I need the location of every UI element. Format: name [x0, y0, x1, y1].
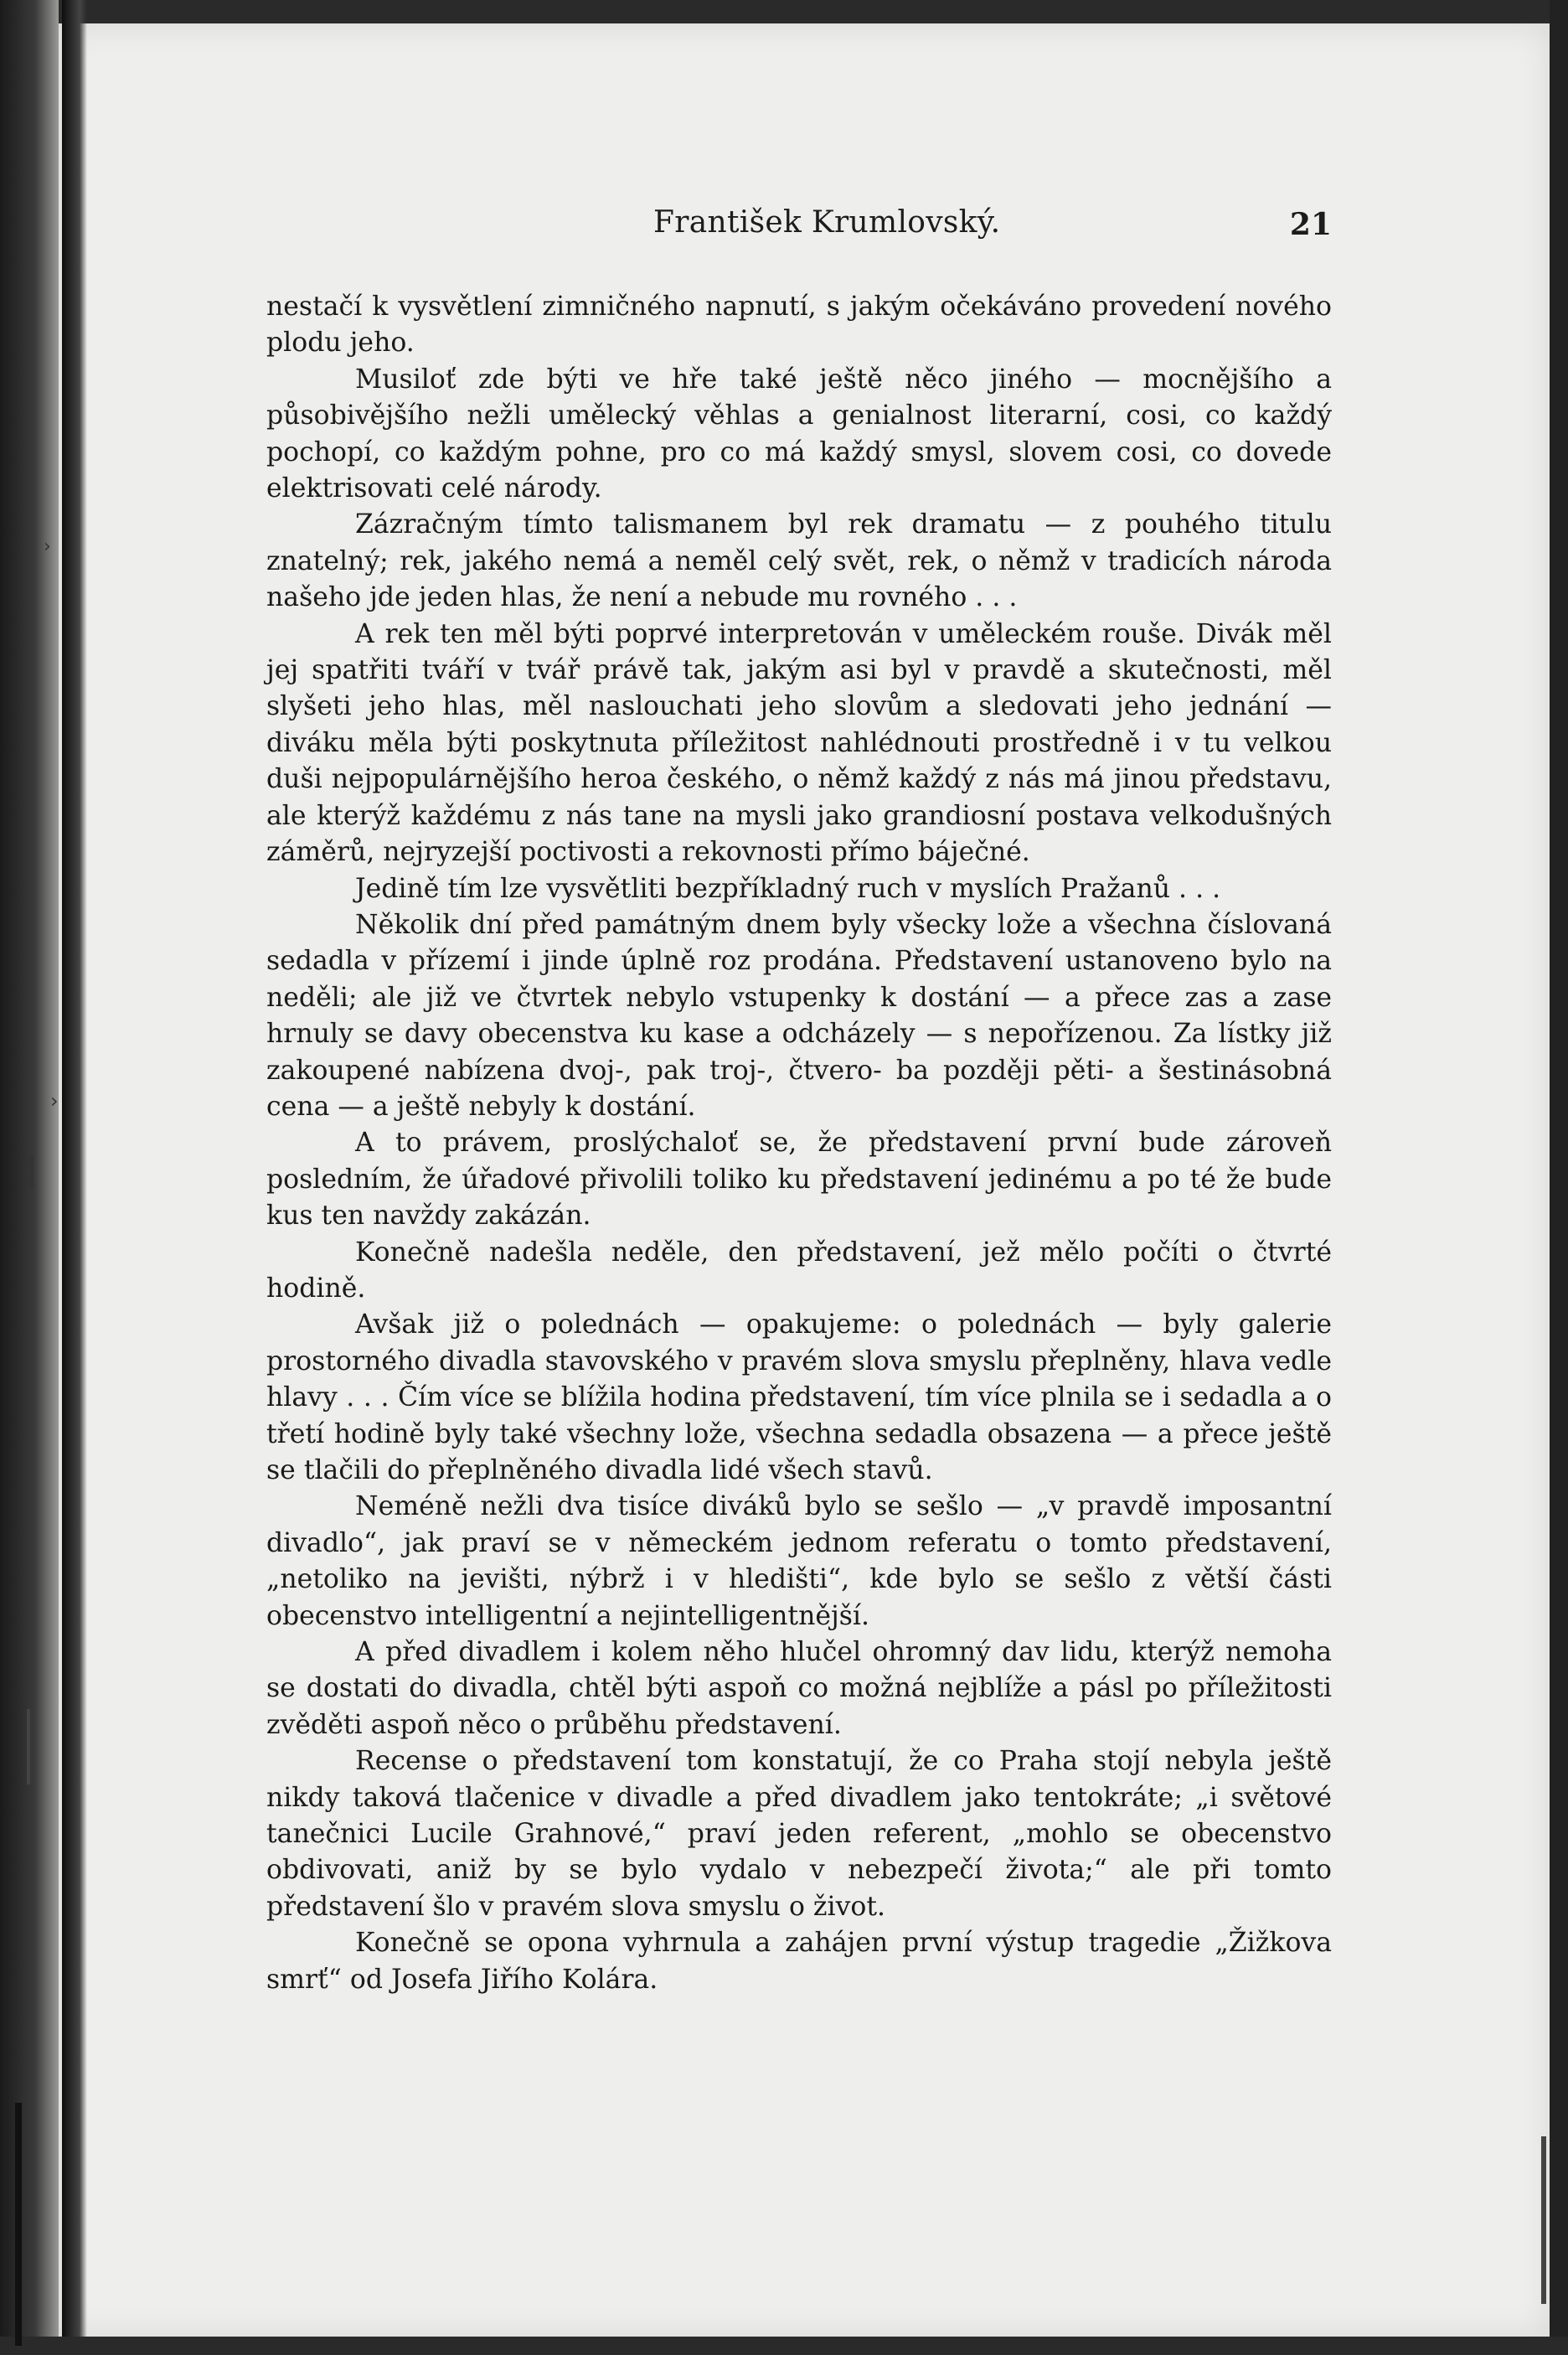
paragraph: Několik dní před památným dnem byly všecky lože a všechna číslovaná sedadla v přízemí i jinde úplně roz prodána. Představení ustanoveno bylo na neděli; ale již ve čtvrtek nebylo vstupenky k dostání — a přece zas a zase hrnuly se davy obecenstva ku kase a odcházely — s nepořízenou. Za lístky již zakoupené nabízena dvoj-, pak troj-, čtvero- ba později pěti- a šestinásobná cena — a ještě nebyly k dostání. — [266, 909, 1332, 1122]
margin-speck — [28, 1156, 34, 1190]
margin-speck: › — [50, 1089, 59, 1113]
paragraph: A před divadlem i kolem něho hlučel ohromný dav lidu, kterýž nemoha se dostati do divadla, chtěl býti aspoň co možná nejblíže a pásl po příležitosti zvěděti aspoň něco o průběhu představení. — [266, 1637, 1332, 1740]
margin-speck — [1541, 2136, 1546, 2304]
paragraph: Konečně nadešla neděle, den představení, jež mělo počíti o čtvrté hodině. — [266, 1237, 1332, 1304]
book-gutter — [62, 0, 87, 2355]
running-header — [268, 205, 1332, 256]
margin-speck: › — [44, 536, 51, 557]
paragraph: nestačí k vysvětlení zimničného napnutí, s jakým očekáváno provedení nového plodu jeho. — [266, 292, 1332, 359]
paragraph: Musiloť zde býti ve hře také ještě něco jiného — mocnějšího a působivějšího nežli umělecký věhlas a genialnost literarní, cosi, co každý pochopí, co každým pohne, pro co má každý smysl, slovem cosi, co dovede elektrisovati celé národy. — [266, 364, 1332, 504]
paragraph: Recense o představení tom konstatují, že co Praha stojí nebyla ještě nikdy taková tlačenice v divadle a před divadlem jako tentokráte; „i světové tanečnici Lucile Grahnové,“ praví jeden referent, „mohlo se obecenstvo obdivovati, aniž by se bylo vydalo v nebezpečí života;“ ale při tomto představení šlo v pravém slova smyslu o život. — [266, 1746, 1332, 1922]
paragraph: Konečně se opona vyhrnula a zahájen první výstup tragedie „Žižkova smrť“ od Josefa Jiřího Kolára. — [266, 1928, 1332, 1995]
margin-speck — [15, 2103, 22, 2346]
body-text — [266, 289, 1332, 1998]
paragraph: Jedině tím lze vysvětliti bezpříkladný ruch v myslích Pražanů . . . — [355, 873, 1221, 904]
page-number: 21 — [1289, 207, 1332, 242]
paragraph: Neméně nežli dva tisíce diváků bylo se sešlo — „v pravdě imposantní divadlo“, jak praví se v německém jednom referatu o tomto představení, „netoliko na jevišti, nýbrž i v hledišti“, kde bylo se sešlo z větší části obecenstvo intelligentní a nejintelligentnější. — [266, 1491, 1332, 1631]
running-header-author: František Krumlovský. — [653, 205, 1001, 240]
paragraph: A rek ten měl býti poprvé interpretován v uměleckém rouše. Divák měl jej spatřiti tváří v tvář právě tak, jakým asi byl v pravdě a skutečnosti, měl slyšeti jeho hlas, měl naslouchati jeho slovům a sledovati jeho jednání — diváku měla býti poskytnuta příležitost nahlédnouti prostředně i v tu velkou duši nejpopulárnějšího heroa českého, o němž každý z nás má jinou představu, ale kterýž každému z nás tane na mysli jako grandiosní postava velkodušných záměrů, nejryzejší poctivosti a rekovnosti přímo báječné. — [266, 618, 1332, 868]
paragraph: Zázračným tímto talismanem byl rek dramatu — z pouhého titulu znatelný; rek, jakého nemá a neměl celý svět, rek, o němž v tradicích národa našeho jde jeden hlas, že není a nebude mu rovného . . . — [266, 509, 1332, 613]
scan-top-edge — [0, 0, 1568, 25]
margin-speck — [27, 1709, 30, 1784]
paragraph: A to právem, proslýchaloť se, že představení první bude zároveň posledním, že úřadové přivolili toliko ku představení jedinému a po té že bude kus ten navždy zakázán. — [266, 1128, 1332, 1232]
scan-bottom-edge — [0, 2337, 1568, 2355]
scan-right-edge — [1550, 0, 1568, 2355]
paragraph: Avšak již o polednách — opakujeme: o polednách — byly galerie prostorného divadla stavovského v pravém slova smyslu přeplněny, hlava vedle hlavy . . . Čím více se blížila hodina představení, tím více plnila se i sedadla a o třetí hodině byly také všechny lože, všechna sedadla obsazena — a přece ještě se tlačili do přeplněného divadla lidé všech stavů. — [266, 1309, 1332, 1485]
